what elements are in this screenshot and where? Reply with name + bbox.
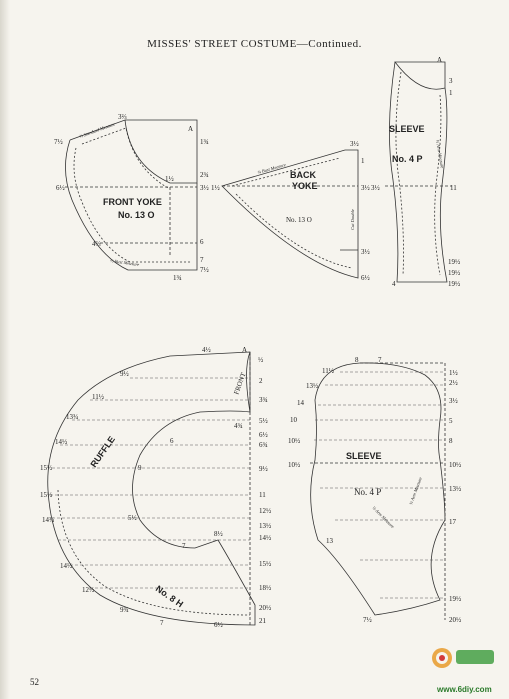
back-yoke-mark-b2: 6½ (361, 274, 370, 282)
sleeve-top-mark-r1: 11 (450, 184, 457, 192)
sleeve-bottom-mark-r3: 3½ (449, 397, 458, 405)
back-yoke-name: BACK (290, 170, 316, 180)
sleeve-top-mark-a: A (437, 56, 443, 64)
ruffle-mark-l1: 9½ (120, 370, 129, 378)
front-yoke-mark-top: 3⅔ (118, 113, 127, 121)
sleeve-top-mark-t1: 3 (449, 77, 453, 85)
ruffle-mark-r10: 13½ (259, 522, 272, 530)
ruffle-mark-l4: 14½ (55, 438, 68, 446)
sleeve-bottom-mark-r2: 2½ (449, 379, 458, 387)
ruffle-mark-l3: 13¾ (66, 413, 79, 421)
ruffle-mark-i3: 8½ (214, 530, 223, 538)
ruffle-mark-i4: 9 (138, 464, 142, 472)
sleeve-bottom-mark-l2: 13½ (306, 382, 319, 390)
sleeve-top-note-arm: ½ Arm Measure (435, 139, 445, 169)
front-yoke-mark-m1: 1½ (165, 175, 174, 183)
ruffle-mark-r9: 12½ (259, 507, 272, 515)
ruffle-mark-l2: 11½ (92, 393, 104, 401)
front-yoke-mark-r2: 2¾ (200, 171, 209, 179)
front-yoke-note-standard: ⅔ Standard Measure (78, 121, 116, 139)
watermark-url: www.6diy.com (437, 685, 492, 694)
sleeve-bottom-mark-r8: 17 (449, 518, 456, 526)
sleeve-top-number: No. 4 P (392, 154, 423, 164)
sleeve-bottom-mark-r4: 5 (449, 417, 453, 425)
ruffle-guide-lines (50, 378, 250, 588)
sleeve-bottom-mark-l8: 7½ (363, 616, 372, 624)
front-yoke-mark-r3: 6 (200, 238, 204, 246)
ruffle-mark-r14: 20½ (259, 604, 272, 612)
front-yoke-number: No. 13 O (118, 210, 155, 220)
ruffle-mark-a: A (242, 346, 248, 354)
sleeve-bottom-mark-l3: 14 (297, 399, 304, 407)
ruffle-mark-l10: 9¾ (120, 606, 129, 614)
ruffle-mark-r1: 2 (259, 377, 263, 385)
sleeve-top-mark-b2: 19½ (448, 269, 461, 277)
sleeve-bottom-mark-l1: 11½ (322, 367, 334, 375)
ruffle-mark-l9: 12½ (82, 586, 95, 594)
sleeve-top-piece (385, 62, 452, 282)
sleeve-bottom-note-arm-2: ½ Arm Measure (408, 476, 423, 506)
sleeve-top-mark-b3: 19½ (448, 280, 461, 288)
ruffle-mark-i5: 7 (182, 542, 186, 550)
front-yoke-piece (65, 120, 197, 270)
back-yoke-note-cut: Cut Double (350, 209, 355, 230)
back-yoke-mark-left: 1½ (211, 184, 220, 192)
back-yoke-note-bust: ¾ Bust Measure (256, 162, 287, 175)
front-yoke-mark-left: 6½ (56, 184, 65, 192)
ruffle-mark-r3: 5½ (259, 417, 268, 425)
sleeve-top-name: SLEEVE (389, 124, 425, 134)
front-yoke-mark-b3: 7½ (200, 266, 209, 274)
ruffle-mark-b1: 7 (160, 619, 164, 627)
sleeve-bottom-mark-t1: 8 (355, 356, 359, 364)
sleeve-bottom-number: No. 4 P (354, 487, 382, 497)
sleeve-top-mark-t2: 1 (449, 89, 453, 97)
sleeve-bottom-note-arm-1: ½ Arm Measure (371, 505, 396, 530)
sleeve-top-mark-l2: 4 (392, 280, 396, 288)
sleeve-bottom-mark-r10: 20½ (449, 616, 462, 624)
ruffle-mark-top: 4½ (202, 346, 211, 354)
ruffle-mark-r8: 11 (259, 491, 266, 499)
ruffle-mark-r7: 9½ (259, 465, 268, 473)
sleeve-bottom-mark-t2: 7 (378, 356, 382, 364)
ruffle-piece (48, 352, 255, 625)
ruffle-mark-l7: 14¾ (42, 516, 55, 524)
back-yoke-mark-top: 3½ (350, 140, 359, 148)
page-number: 52 (30, 677, 39, 687)
ruffle-mark-r12: 15½ (259, 560, 272, 568)
ruffle-number: No. 8 H (153, 583, 185, 610)
ruffle-mark-l6: 15½ (40, 491, 53, 499)
ruffle-mark-l8: 14½ (60, 562, 73, 570)
front-yoke-mark-r1: 1¾ (200, 138, 209, 146)
back-yoke-mark-r1: 1 (361, 157, 365, 165)
sleeve-bottom-mark-r9: 19½ (449, 595, 462, 603)
back-yoke-mark-b1: 3½ (361, 248, 370, 256)
ruffle-mark-r11: 14½ (259, 534, 272, 542)
front-yoke-mark-b1: 4⅔ (92, 240, 101, 248)
ruffle-name: RUFFLE (88, 434, 118, 470)
watermark-logo (430, 628, 500, 688)
ruffle-mark-r2: 3¾ (259, 396, 268, 404)
ruffle-mark-i1: 4¾ (234, 422, 243, 430)
front-yoke-mark-m2: 3½ (200, 184, 209, 192)
ruffle-mark-r5: 6¾ (259, 441, 268, 449)
ruffle-mark-r4: 6½ (259, 431, 268, 439)
back-yoke-number: No. 13 O (286, 216, 312, 224)
sleeve-bottom-mark-l5: 10½ (288, 437, 301, 445)
sleeve-bottom-mark-l7: 13 (326, 537, 333, 545)
front-yoke-mark-b2: 7 (200, 256, 204, 264)
ruffle-front-label: FRONT (232, 371, 248, 396)
front-yoke-name: FRONT YOKE (103, 197, 162, 207)
front-yoke-mark-b4: 1¾ (173, 274, 182, 282)
sleeve-bottom-mark-r6: 10½ (449, 461, 462, 469)
sleeve-bottom-mark-l4: 10 (290, 416, 297, 424)
sleeve-bottom-mark-r5: 8 (449, 437, 453, 445)
ruffle-mark-l5: 15½ (40, 464, 53, 472)
sleeve-bottom-mark-r1: 1½ (449, 369, 458, 377)
front-yoke-note-bust: ⅔ Bust Measure (109, 258, 140, 268)
front-yoke-mark-a: A (188, 125, 194, 133)
front-yoke-mark-tl: 7½ (54, 138, 63, 146)
back-yoke-name2: YOKE (292, 181, 318, 191)
back-yoke-mark-r2: 3½ (361, 184, 370, 192)
page-title: MISSES' STREET COSTUME—Continued. (147, 38, 362, 50)
ruffle-mark-i2: 6 (170, 437, 174, 445)
ruffle-mark-b2: 6½ (214, 621, 223, 629)
ruffle-mark-i6: 5½ (128, 514, 137, 522)
ruffle-mark-b3: 21 (259, 617, 266, 625)
sleeve-bottom-name: SLEEVE (346, 451, 382, 461)
ruffle-mark-t2: ½ (258, 356, 264, 364)
sleeve-bottom-mark-r7: 13½ (449, 485, 462, 493)
sleeve-top-mark-l1: 3½ (371, 184, 380, 192)
sleeve-guide-lines (314, 372, 445, 598)
ruffle-mark-r13: 18½ (259, 584, 272, 592)
sleeve-top-mark-b1: 19½ (448, 258, 461, 266)
sleeve-bottom-mark-l6: 10½ (288, 461, 301, 469)
